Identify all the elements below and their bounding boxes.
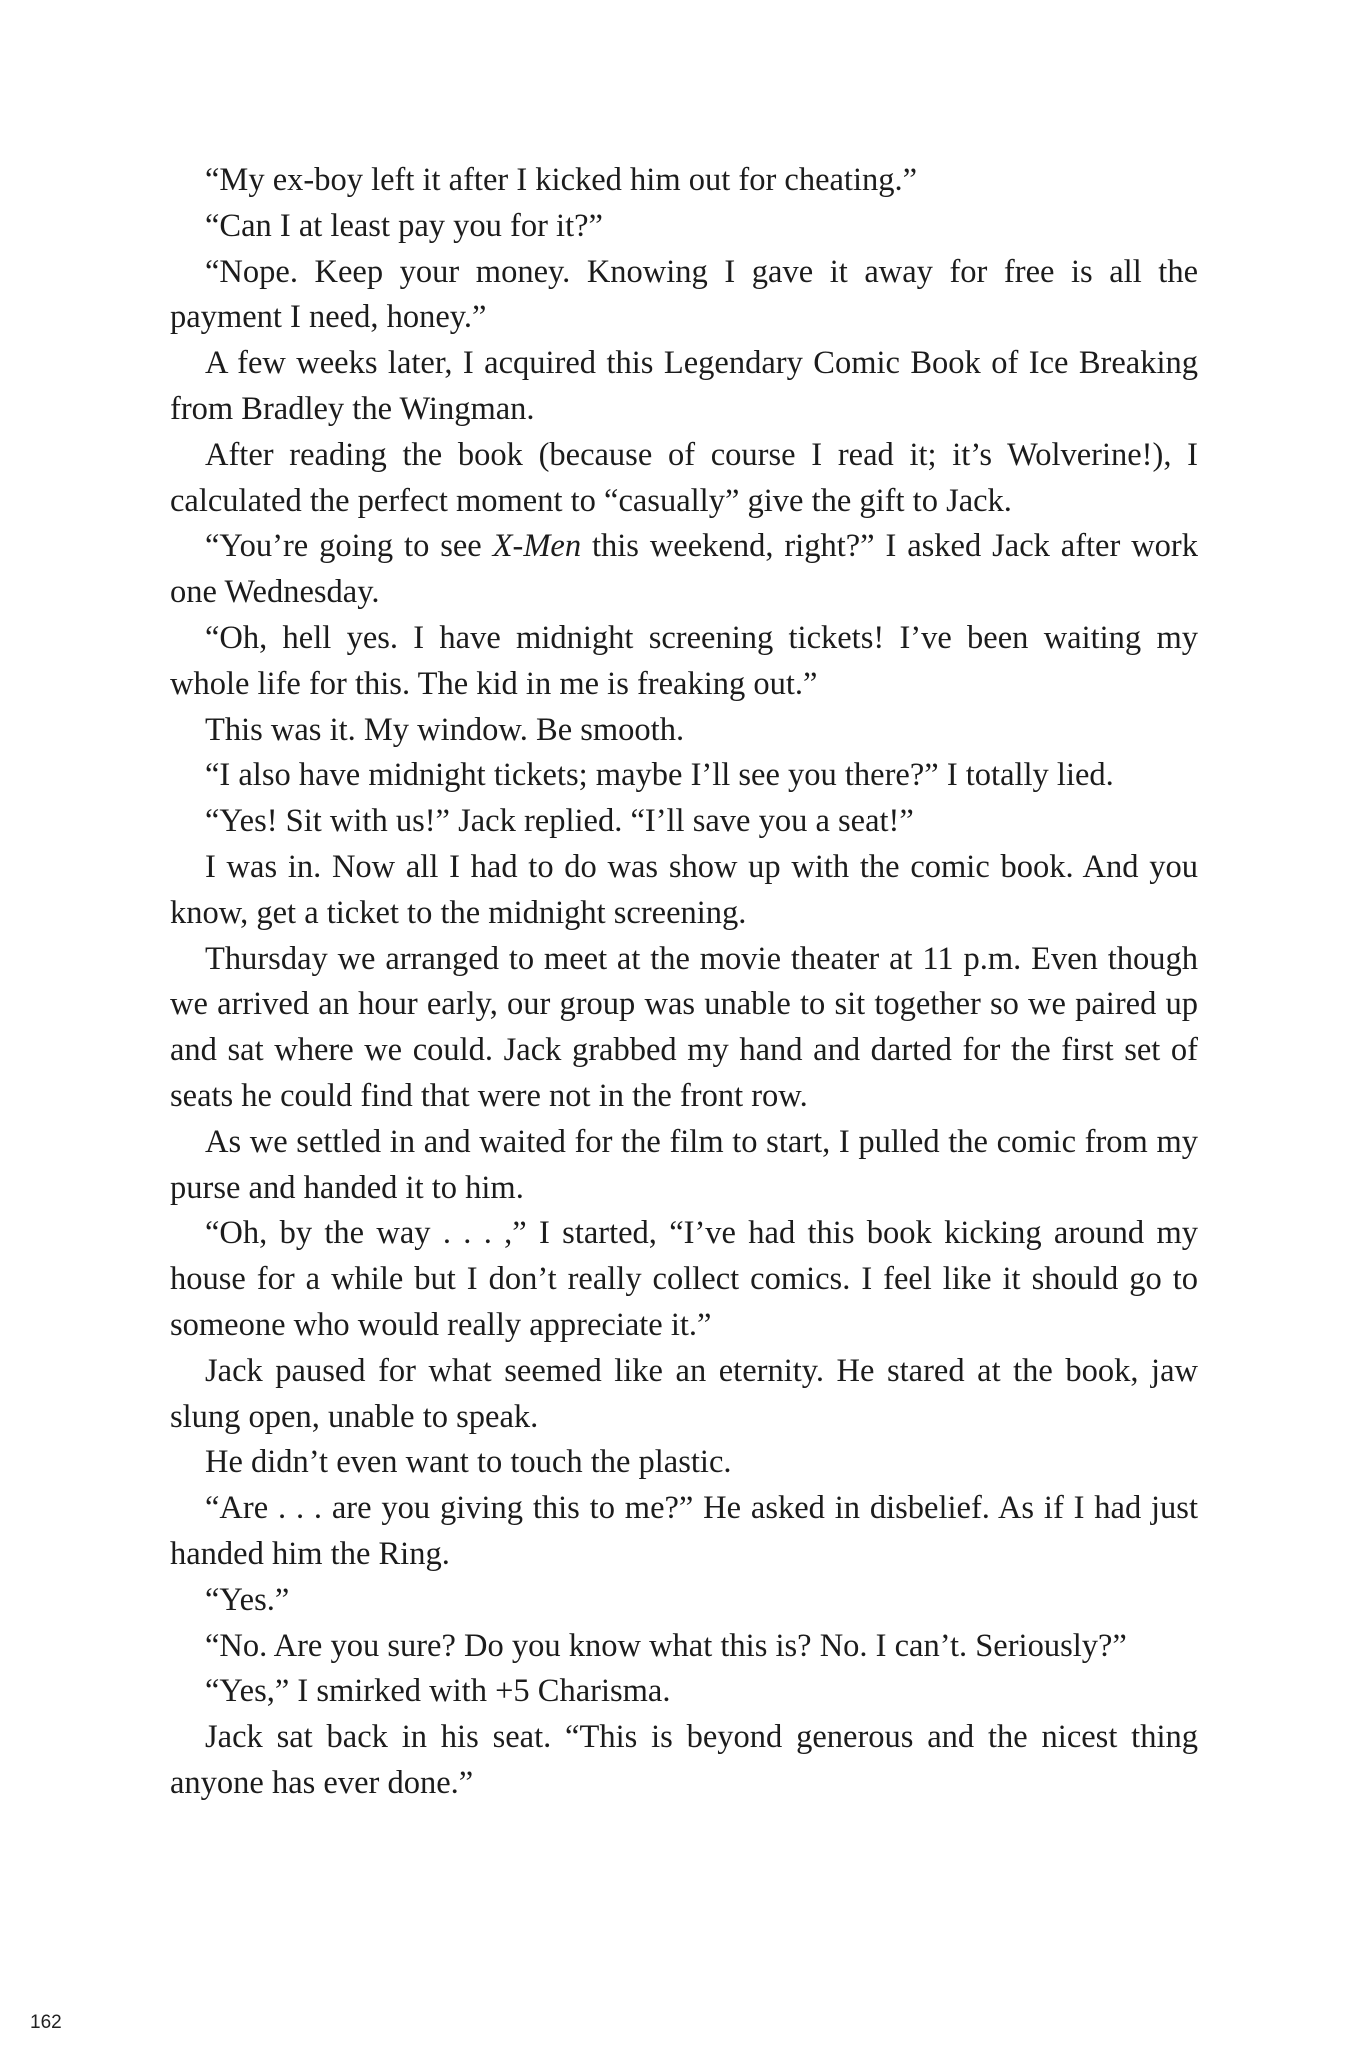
paragraph [170, 524, 1198, 616]
paragraph: I was in. Now all I had to do was show up with the comic book. And you know, get a ticket to the midnight screening. [170, 848, 1198, 931]
paragraph: “My ex-boy left it after I kicked him out for cheating.” [205, 162, 918, 198]
page-number: 162 [30, 2012, 62, 2033]
movie-title-italic: X-Men [492, 528, 582, 565]
paragraph: “Nope. Keep your money. Knowing I gave it away for free is all the payment I need, honey.” [170, 253, 1198, 336]
paragraph: He didn’t even want to touch the plastic. [205, 1444, 732, 1481]
paragraph: “Yes.” [205, 1581, 290, 1618]
paragraph: This was it. My window. Be smooth. [205, 711, 685, 748]
paragraph: A few weeks later, I acquired this Legendary Comic Book of Ice Breaking from Bradley the Wingman. [170, 345, 1198, 427]
paragraph: “Oh, by the way . . . ,” I started, “I’ve had this book kicking around my house for a while but I don’t really collect comics. I feel like it should go to someone who would really appreciate it.” [170, 1215, 1198, 1343]
paragraph: “Are . . . are you giving this to me?” He asked in disbelief. As if I had just handed him the Ring. [170, 1490, 1198, 1572]
paragraph: “Can I at least pay you for it?” [205, 207, 603, 244]
paragraph-text: “You’re going to see [205, 528, 493, 565]
paragraph: “Yes! Sit with us!” Jack replied. “I’ll save you a seat!” [205, 803, 914, 840]
paragraph: Thursday we arranged to meet at the movie theater at 11 p.m. Even though we arrived an hour early, our group was unable to sit together so we paired up and sat where we could. Jack grabbed my hand and darted for the first set of seats he could find that were not in the front row. [170, 940, 1198, 1114]
body-text [170, 158, 1198, 1807]
paragraph: As we settled in and waited for the film to start, I pulled the comic from my purse and handed it to him. [170, 1123, 1198, 1206]
paragraph: Jack sat back in his seat. “This is beyond generous and the nicest thing anyone has ever done.” [170, 1719, 1198, 1801]
paragraph: After reading the book (because of course I read it; it’s Wolverine!), I calculated the perfect moment to “casually” give the gift to Jack. [170, 436, 1198, 519]
paragraph-text: this weekend, right?” I asked Jack after work one Wednesday. [170, 528, 1198, 611]
paragraph: “I also have midnight tickets; maybe I’ll see you there?” I totally lied. [205, 757, 1114, 794]
paragraph: “Oh, hell yes. I have midnight screening tickets! I’ve been waiting my whole life for this. The kid in me is freaking out.” [170, 619, 1198, 702]
paragraph: Jack paused for what seemed like an eternity. He stared at the book, jaw slung open, unable to speak. [170, 1352, 1198, 1435]
paragraph: “Yes,” I smirked with +5 Charisma. [205, 1673, 671, 1710]
paragraph: “No. Are you sure? Do you know what this is? No. I can’t. Seriously?” [205, 1627, 1127, 1664]
